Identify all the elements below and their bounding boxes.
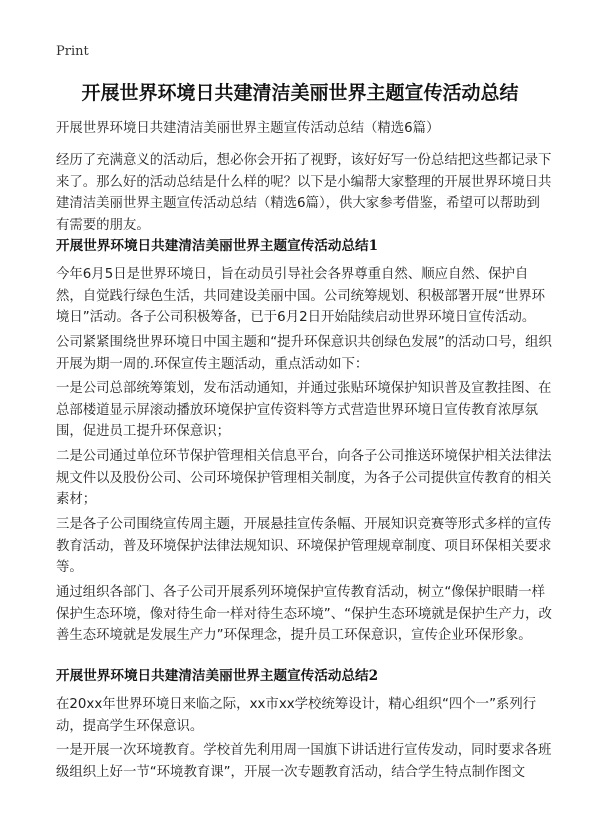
intro-paragraph: 经历了充满意义的活动后，想必你会开拓了视野，该好好写一份总结把这些都记录下来了。那么好的活动总结是什么样的呢？以下是小编帮大家整理的开展世界环境日共建清洁美丽世界主题宣传活动总结（精选6篇），供大家参考借鉴，希望可以帮助到有需要的朋友。 [56,153,552,233]
section-1-paragraph-1: 今年6月5日是世界环境日，旨在动员引导社会各界尊重自然、顺应自然、保护自然，自觉践行绿色生活，共同建设美丽中国。公司统筹规划、积极部署开展“世界环境日”活动。各子公司积极筹备，已于6月2日开始陆续启动世界环境日宣传活动。 [56,267,545,325]
section-1-paragraph-4: 二是公司通过单位环节保护管理相关信息平台，向各子公司推送环境保护相关法律法规文件以及股份公司、公司环境保护管理相关制度，为各子公司提供宣传教育的相关素材； [56,449,552,507]
section-heading: 开展世界环境日共建清洁美丽世界主题宣传活动总结2 [56,668,379,684]
section-1-paragraph-2: 公司紧紧围绕世界环境日中国主题和“提升环保意识共创绿色发展”的活动口号，组织开展为期一周的.环保宣传主题活动，重点活动如下： [56,335,552,372]
section-1-paragraph-6: 通过组织各部门、各子公司开展系列环境保护宣传教育活动，树立“像保护眼睛一样保护生态环境，像对待生命一样对待生态环境”、“保护生态环境就是保护生产力，改善生态环境就是发展生产力”环保理念，提升员工环保意识，宣传企业环保形象。 [56,585,552,643]
section-2-paragraph-2: 一是开展一次环境教育。学校首先利用周一国旗下讲话进行宣传发动，同时要求各班级组织上好一节“环境教育课”，开展一次专题教育活动，结合学生特点制作图文 [56,743,552,780]
document-subtitle: 开展世界环境日共建清洁美丽世界主题宣传活动总结（精选6篇） [56,121,440,136]
section-2-paragraph-1: 在20xx年世界环境日来临之际，xx市xx学校统筹设计，精心组织“四个一”系列行动，提高学生环保意识。 [56,697,537,734]
document-title: 开展世界环境日共建清洁美丽世界主题宣传活动总结 [81,82,519,104]
section-1-paragraph-5: 三是各子公司围绕宣传周主题，开展悬挂宣传条幅、开展知识竞赛等形式多样的宣传教育活动，普及环境保护法律法规知识、环境保护管理规章制度、项目环保相关要求等。 [56,517,552,575]
section-heading: 开展世界环境日共建清洁美丽世界主题宣传活动总结1 [56,238,379,254]
section-1-paragraph-3: 一是公司总部统筹策划，发布活动通知，并通过张贴环境保护知识普及宣教挂图、在总部楼道显示屏滚动播放环境保护宣传资料等方式营造世界环境日宣传教育浓厚氛围，促进员工提升环保意识； [56,381,552,439]
print-link[interactable]: Print [56,44,89,59]
